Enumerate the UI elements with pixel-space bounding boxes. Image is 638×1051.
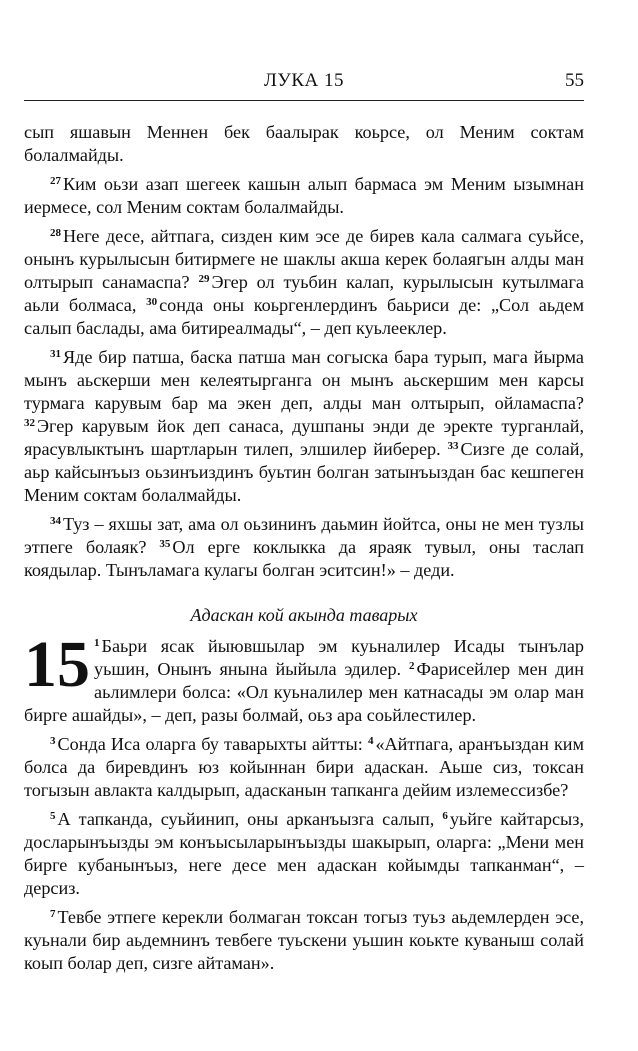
verse-number: 6 — [442, 810, 448, 822]
verse-text: Ким оьзи азап шегеек кашын алып бармаса эм Меним ызымнан иермесе, сол Меним соктам болалмайды. — [24, 174, 584, 217]
page-number: 55 — [565, 70, 584, 91]
section-heading: Адаскан кой акында таварых — [190, 605, 418, 625]
verse-number: 30 — [146, 296, 158, 308]
page-header — [24, 66, 584, 101]
verse-number: 28 — [50, 227, 61, 239]
verse-text: Туз – яхшы зат, ама ол оьзининъ даьмин йойтса, оны не мен тузлы этпеге болаяк? — [24, 514, 584, 557]
verse-number: 7 — [50, 908, 56, 920]
verse-text: Эгер ол туьбин калап, курылысын кутылмага аьли болмаса, — [24, 272, 585, 315]
verse-number: 27 — [50, 175, 61, 187]
verse-text: Тевбе этпеге керекли болмаган токсан тогыз туьз аьдемлерден эсе, куьнали бир аьдемнинъ тевбеге туьскени уьшин коькте куваныш солай коып болар деп, сизге айтаман». — [24, 907, 584, 973]
chapter-opening-paragraph — [24, 628, 585, 727]
verse-5-6 — [24, 808, 584, 900]
continuation-text: сып яшавын Меннен бек баалырак коьрсе, ол Меним соктам болалмайды. — [24, 122, 584, 165]
verse-text: уьйге кайтарсыз, досларынъызды эм конъысыларынъызды шакырып, оларга: „Мени мен бирге кубанынъыз, неге десе мен адаскан койымды тапканман“, – дерсиз. — [24, 809, 585, 898]
verse-number: 32 — [24, 417, 35, 429]
verse-text: «Айтпага, аранъыздан ким болса да биревдинъ юз койыннан бири адаскан. Аьше сиз, токсан тогызын авлакта калдырып, адасканын тапканга дейим излемессизбе? — [24, 734, 585, 800]
verse-number: 31 — [50, 348, 61, 360]
verse-27 — [24, 173, 584, 219]
verse-7 — [24, 906, 584, 975]
verse-number: 4 — [367, 735, 374, 747]
verse-number: 5 — [50, 810, 56, 822]
verse-text: Ол ерге коклыкка да яраяк тувыл, оны таслап коядылар. Тынъламага кулагы болган эситсин!» – деди. — [24, 537, 585, 580]
verse-text: Неге десе, айтпага, сизден ким эсе де бирев кала салмага суьйсе, онынъ курылысын битирмеге не шаклы акша керек болаягын алды ман олтырып санамаспа? — [24, 226, 584, 292]
verse-number: 35 — [159, 538, 171, 550]
verse-text: Яде бир патша, баска патша ман согыска бара турып, мага йырма мынъ аьскерши мен келеятырганга он мынъ аьскершим мен карсы турмага карувым бар ма экен деп, алды ман олтырып, ойламаспа? — [24, 347, 584, 413]
verse-text: А тапканда, суьйинип, оны арканъызга салып, — [57, 809, 435, 829]
verse-number: 29 — [198, 273, 210, 285]
verse-number: 3 — [50, 735, 56, 747]
verse-text: Сизге де солай, аьр кайсынъыз оьзинъиздинъ буьтин болган затынъыздан бас кешпеген Меним соктам болалмайды. — [24, 439, 584, 505]
verse-number: 1 — [94, 637, 100, 649]
verse-3-4 — [24, 733, 584, 802]
verse-number: 34 — [50, 515, 61, 527]
paragraph-continuation — [24, 121, 584, 167]
verse-text: Баьри ясак йыювшылар эм куьналилер Исады тынълар уьшин, Онынъ янына йыйыла эдилер. — [94, 636, 584, 679]
running-title: ЛУКА 15 — [264, 70, 344, 91]
verse-number: 33 — [447, 440, 459, 452]
verse-text: Эгер карувым йок деп санаса, душпаны энди де эректе турганлай, ярасувлыктынъ шартларын тилеп, элшилер йиберер. — [24, 416, 584, 459]
chapter-number: 15 — [24, 628, 90, 701]
verse-text: Сонда Иса оларга бу таварыхты айтты: — [57, 734, 363, 754]
verse-31-33 — [24, 346, 584, 507]
verse-text: Фарисейлер мен дин аьлимлери болса: «Ол куьналилер мен катнасады эм олар ман бирге ашайды», – деп, разы болмай, оьз ара соьйлестилер. — [24, 659, 585, 725]
verse-number: 2 — [409, 660, 415, 672]
verse-34-35 — [24, 513, 584, 582]
main-text — [24, 121, 584, 975]
verse-28-30 — [24, 225, 584, 340]
book-page — [24, 66, 584, 975]
verse-text: сонда оны коьргенлердинъ баьриси де: „Сол аьдем салып баслады, ама битиреалмады“, – деп куьлееклер. — [24, 295, 584, 338]
